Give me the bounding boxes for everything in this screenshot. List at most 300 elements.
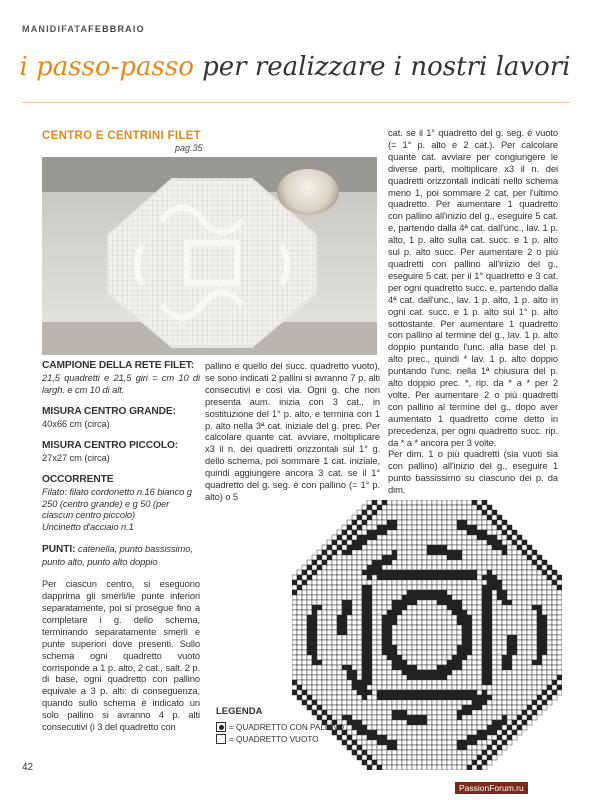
watermark: PassionForum.ru [455, 782, 528, 794]
chart-cell-empty [522, 545, 527, 550]
chart-cell-empty [437, 755, 442, 760]
chart-cell-filled [397, 610, 402, 615]
legend-title: LEGENDA [216, 706, 263, 717]
chart-cell-empty [372, 575, 377, 580]
chart-cell-empty [307, 605, 312, 610]
chart-cell-empty [502, 620, 507, 625]
chart-cell-filled [367, 620, 372, 625]
chart-cell-filled [367, 655, 372, 660]
chart-cell-filled [347, 665, 352, 670]
chart-cell-empty [397, 745, 402, 750]
chart-cell-filled [457, 660, 462, 665]
chart-cell-filled [452, 665, 457, 670]
chart-cell-empty [392, 510, 397, 515]
chart-cell-empty [372, 685, 377, 690]
chart-cell-filled [432, 570, 437, 575]
chart-cell-empty [437, 605, 442, 610]
chart-cell-empty [507, 610, 512, 615]
chart-cell-filled [452, 660, 457, 665]
chart-cell-empty [432, 745, 437, 750]
chart-cell-filled [502, 730, 507, 735]
chart-cell-empty [397, 520, 402, 525]
chart-cell-filled [392, 655, 397, 660]
chart-cell-empty [542, 705, 547, 710]
chart-cell-filled [487, 590, 492, 595]
chart-cell-empty [347, 710, 352, 715]
chart-cell-filled [377, 740, 382, 745]
chart-cell-empty [332, 695, 337, 700]
chart-cell-filled [322, 550, 327, 555]
chart-cell-filled [537, 660, 542, 665]
chart-cell-empty [392, 670, 397, 675]
chart-cell-empty [452, 700, 457, 705]
chart-cell-empty [512, 590, 517, 595]
chart-cell-empty [497, 655, 502, 660]
chart-cell-filled [367, 730, 372, 735]
chart-cell-empty [437, 500, 442, 505]
chart-cell-empty [517, 625, 522, 630]
chart-cell-empty [317, 675, 322, 680]
chart-cell-empty [522, 635, 527, 640]
chart-cell-filled [382, 645, 387, 650]
chart-cell-empty [412, 610, 417, 615]
chart-cell-empty [442, 640, 447, 645]
chart-cell-empty [497, 740, 502, 745]
chart-cell-filled [297, 685, 302, 690]
chart-cell-filled [357, 680, 362, 685]
chart-cell-filled [397, 695, 402, 700]
chart-cell-filled [537, 635, 542, 640]
chart-cell-empty [372, 700, 377, 705]
chart-cell-filled [522, 720, 527, 725]
chart-cell-empty [372, 525, 377, 530]
campione-heading: CAMPIONE DELLA RETE FILET: [42, 360, 195, 371]
chart-cell-empty [407, 700, 412, 705]
chart-cell-empty [362, 575, 367, 580]
chart-cell-empty [417, 735, 422, 740]
chart-cell-empty [497, 645, 502, 650]
chart-cell-filled [442, 575, 447, 580]
chart-cell-empty [422, 535, 427, 540]
chart-cell-filled [327, 555, 332, 560]
chart-cell-empty [392, 735, 397, 740]
chart-cell-empty [452, 675, 457, 680]
chart-cell-empty [367, 545, 372, 550]
chart-cell-empty [397, 700, 402, 705]
chart-cell-filled [432, 590, 437, 595]
chart-cell-filled [292, 680, 297, 685]
chart-cell-filled [312, 605, 317, 610]
chart-cell-empty [372, 555, 377, 560]
chart-cell-empty [392, 730, 397, 735]
chart-cell-empty [472, 590, 477, 595]
chart-cell-empty [532, 595, 537, 600]
chart-cell-filled [437, 575, 442, 580]
chart-cell-empty [367, 520, 372, 525]
chart-cell-filled [352, 545, 357, 550]
chart-cell-empty [377, 595, 382, 600]
chart-cell-empty [327, 595, 332, 600]
chart-cell-empty [452, 750, 457, 755]
chart-cell-filled [487, 585, 492, 590]
chart-cell-empty [472, 595, 477, 600]
chart-cell-empty [332, 570, 337, 575]
chart-cell-filled [477, 530, 482, 535]
chart-cell-empty [432, 525, 437, 530]
chart-cell-empty [402, 685, 407, 690]
chart-cell-empty [332, 645, 337, 650]
chart-cell-filled [492, 725, 497, 730]
chart-cell-empty [517, 675, 522, 680]
chart-cell-filled [532, 710, 537, 715]
chart-cell-empty [367, 685, 372, 690]
chart-cell-empty [447, 700, 452, 705]
chart-cell-empty [457, 585, 462, 590]
chart-cell-empty [372, 665, 377, 670]
chart-cell-empty [497, 625, 502, 630]
chart-cell-empty [377, 515, 382, 520]
chart-cell-filled [402, 715, 407, 720]
chart-cell-empty [292, 635, 297, 640]
chart-cell-empty [387, 675, 392, 680]
chart-cell-filled [307, 640, 312, 645]
chart-cell-filled [492, 720, 497, 725]
doily-photo [42, 157, 377, 355]
chart-cell-empty [482, 520, 487, 525]
chart-cell-empty [522, 615, 527, 620]
chart-cell-empty [417, 505, 422, 510]
chart-cell-empty [432, 640, 437, 645]
chart-cell-empty [342, 585, 347, 590]
chart-cell-filled [452, 575, 457, 580]
chart-cell-empty [337, 675, 342, 680]
chart-cell-filled [492, 540, 497, 545]
chart-cell-empty [467, 700, 472, 705]
chart-cell-empty [457, 535, 462, 540]
chart-cell-empty [532, 650, 537, 655]
filled-square-icon [216, 722, 226, 732]
chart-cell-empty [467, 565, 472, 570]
chart-cell-empty [452, 645, 457, 650]
chart-cell-empty [517, 605, 522, 610]
chart-cell-empty [452, 520, 457, 525]
chart-cell-empty [432, 515, 437, 520]
chart-cell-filled [482, 700, 487, 705]
chart-cell-empty [357, 555, 362, 560]
chart-cell-empty [402, 630, 407, 635]
chart-cell-empty [477, 610, 482, 615]
chart-cell-empty [477, 580, 482, 585]
chart-cell-filled [422, 695, 427, 700]
chart-cell-empty [487, 530, 492, 535]
chart-cell-empty [492, 685, 497, 690]
chart-cell-filled [382, 640, 387, 645]
chart-cell-empty [332, 615, 337, 620]
chart-cell-empty [517, 660, 522, 665]
chart-cell-empty [382, 580, 387, 585]
chart-cell-empty [452, 525, 457, 530]
chart-cell-empty [537, 560, 542, 565]
chart-cell-filled [372, 500, 377, 505]
chart-cell-filled [487, 630, 492, 635]
chart-cell-empty [342, 570, 347, 575]
chart-cell-empty [472, 710, 477, 715]
chart-cell-filled [442, 570, 447, 575]
chart-cell-filled [442, 690, 447, 695]
chart-cell-filled [502, 600, 507, 605]
chart-cell-empty [462, 665, 467, 670]
chart-cell-empty [547, 615, 552, 620]
chart-cell-filled [352, 725, 357, 730]
chart-cell-empty [407, 635, 412, 640]
chart-cell-empty [442, 655, 447, 660]
chart-cell-filled [382, 690, 387, 695]
chart-cell-filled [487, 610, 492, 615]
chart-cell-empty [472, 520, 477, 525]
chart-cell-empty [382, 750, 387, 755]
chart-cell-empty [387, 735, 392, 740]
chart-cell-empty [427, 735, 432, 740]
chart-cell-filled [477, 535, 482, 540]
chart-cell-empty [407, 535, 412, 540]
chart-cell-filled [427, 590, 432, 595]
chart-cell-empty [417, 520, 422, 525]
chart-cell-empty [457, 635, 462, 640]
chart-cell-empty [347, 595, 352, 600]
chart-cell-empty [492, 655, 497, 660]
chart-cell-filled [467, 645, 472, 650]
chart-cell-empty [342, 575, 347, 580]
chart-cell-empty [477, 640, 482, 645]
chart-cell-empty [507, 580, 512, 585]
chart-cell-empty [457, 515, 462, 520]
chart-cell-empty [322, 670, 327, 675]
chart-cell-filled [497, 590, 502, 595]
chart-cell-filled [437, 550, 442, 555]
chart-cell-empty [447, 520, 452, 525]
chart-cell-empty [422, 585, 427, 590]
chart-cell-empty [507, 695, 512, 700]
chart-cell-empty [367, 525, 372, 530]
chart-cell-empty [417, 645, 422, 650]
chart-cell-filled [367, 660, 372, 665]
chart-cell-filled [507, 535, 512, 540]
chart-cell-empty [427, 655, 432, 660]
chart-cell-filled [432, 695, 437, 700]
chart-cell-empty [362, 550, 367, 555]
chart-cell-empty [407, 515, 412, 520]
chart-cell-empty [457, 730, 462, 735]
chart-cell-empty [437, 715, 442, 720]
chart-cell-empty [492, 570, 497, 575]
chart-cell-filled [352, 675, 357, 680]
chart-cell-filled [427, 690, 432, 695]
chart-cell-filled [437, 595, 442, 600]
chart-cell-empty [367, 500, 372, 505]
chart-cell-empty [292, 600, 297, 605]
chart-cell-filled [447, 555, 452, 560]
chart-cell-empty [442, 585, 447, 590]
chart-cell-filled [357, 755, 362, 760]
chart-cell-empty [427, 605, 432, 610]
chart-cell-empty [467, 585, 472, 590]
chart-cell-filled [372, 530, 377, 535]
chart-cell-empty [432, 520, 437, 525]
chart-cell-empty [332, 545, 337, 550]
chart-cell-empty [477, 525, 482, 530]
chart-cell-empty [517, 685, 522, 690]
chart-cell-filled [387, 615, 392, 620]
chart-cell-empty [472, 750, 477, 755]
chart-cell-empty [392, 545, 397, 550]
chart-cell-empty [497, 565, 502, 570]
chart-cell-filled [297, 695, 302, 700]
chart-cell-empty [517, 600, 522, 605]
chart-cell-empty [397, 670, 402, 675]
chart-cell-empty [457, 680, 462, 685]
chart-cell-empty [467, 610, 472, 615]
chart-cell-filled [412, 665, 417, 670]
chart-cell-empty [337, 610, 342, 615]
chart-cell-empty [522, 680, 527, 685]
chart-cell-empty [382, 725, 387, 730]
chart-cell-filled [482, 665, 487, 670]
legend [216, 706, 344, 745]
chart-cell-empty [437, 685, 442, 690]
chart-cell-empty [377, 615, 382, 620]
chart-cell-empty [487, 690, 492, 695]
chart-cell-empty [532, 585, 537, 590]
chart-cell-empty [437, 525, 442, 530]
chart-cell-empty [497, 630, 502, 635]
chart-cell-empty [487, 555, 492, 560]
piccolo-heading: MISURA CENTRO PICCOLO: [42, 439, 179, 451]
page-headline [0, 52, 590, 82]
chart-cell-empty [457, 590, 462, 595]
chart-cell-empty [512, 625, 517, 630]
chart-cell-empty [387, 585, 392, 590]
chart-cell-empty [557, 610, 562, 615]
chart-cell-empty [322, 660, 327, 665]
chart-cell-filled [462, 610, 467, 615]
grande-text: 40x66 cm (circa) [42, 417, 110, 429]
chart-cell-empty [422, 665, 427, 670]
chart-cell-empty [377, 720, 382, 725]
chart-cell-empty [372, 645, 377, 650]
chart-cell-empty [487, 735, 492, 740]
chart-cell-empty [347, 580, 352, 585]
chart-cell-filled [542, 615, 547, 620]
chart-cell-empty [302, 630, 307, 635]
chart-cell-empty [372, 605, 377, 610]
chart-cell-empty [547, 595, 552, 600]
chart-cell-empty [312, 565, 317, 570]
chart-cell-filled [387, 630, 392, 635]
chart-cell-empty [352, 605, 357, 610]
chart-cell-empty [412, 555, 417, 560]
chart-cell-filled [357, 720, 362, 725]
chart-cell-empty [417, 700, 422, 705]
chart-cell-filled [307, 615, 312, 620]
chart-cell-empty [432, 620, 437, 625]
chart-cell-empty [552, 675, 557, 680]
chart-cell-empty [387, 515, 392, 520]
chart-cell-filled [407, 570, 412, 575]
chart-cell-empty [472, 620, 477, 625]
chart-cell-empty [442, 685, 447, 690]
chart-cell-filled [392, 555, 397, 560]
chart-cell-empty [357, 630, 362, 635]
chart-cell-empty [432, 560, 437, 565]
chart-cell-filled [492, 535, 497, 540]
chart-cell-empty [327, 610, 332, 615]
chart-cell-empty [347, 520, 352, 525]
chart-cell-empty [497, 675, 502, 680]
chart-cell-empty [432, 600, 437, 605]
chart-cell-empty [357, 580, 362, 585]
chart-cell-empty [417, 740, 422, 745]
chart-cell-empty [297, 620, 302, 625]
chart-cell-empty [337, 645, 342, 650]
chart-cell-empty [322, 545, 327, 550]
chart-cell-empty [452, 760, 457, 765]
chart-cell-empty [417, 765, 422, 770]
chart-cell-empty [477, 680, 482, 685]
chart-cell-filled [487, 730, 492, 735]
chart-cell-empty [462, 735, 467, 740]
chart-cell-filled [382, 530, 387, 535]
chart-cell-filled [462, 745, 467, 750]
chart-cell-empty [342, 670, 347, 675]
chart-cell-filled [462, 710, 467, 715]
chart-cell-empty [502, 690, 507, 695]
chart-cell-empty [477, 510, 482, 515]
chart-cell-empty [312, 680, 317, 685]
chart-cell-empty [322, 685, 327, 690]
chart-cell-empty [412, 635, 417, 640]
chart-cell-empty [472, 555, 477, 560]
chart-cell-empty [492, 550, 497, 555]
chart-cell-empty [297, 670, 302, 675]
chart-cell-empty [417, 725, 422, 730]
chart-cell-empty [447, 635, 452, 640]
chart-cell-empty [547, 665, 552, 670]
chart-cell-empty [417, 705, 422, 710]
chart-cell-filled [522, 550, 527, 555]
chart-cell-empty [357, 610, 362, 615]
chart-cell-filled [382, 735, 387, 740]
chart-cell-filled [527, 545, 532, 550]
chart-cell-filled [497, 540, 502, 545]
chart-cell-filled [557, 685, 562, 690]
chart-cell-empty [372, 765, 377, 770]
chart-cell-filled [362, 725, 367, 730]
chart-cell-filled [487, 575, 492, 580]
chart-cell-empty [427, 660, 432, 665]
chart-cell-empty [522, 670, 527, 675]
chart-cell-empty [402, 525, 407, 530]
chart-cell-empty [357, 670, 362, 675]
chart-cell-empty [342, 700, 347, 705]
chart-cell-empty [402, 730, 407, 735]
chart-cell-empty [377, 545, 382, 550]
chart-cell-filled [352, 740, 357, 745]
chart-cell-empty [422, 630, 427, 635]
chart-cell-empty [327, 650, 332, 655]
chart-cell-empty [482, 720, 487, 725]
chart-cell-filled [537, 655, 542, 660]
chart-cell-empty [422, 680, 427, 685]
